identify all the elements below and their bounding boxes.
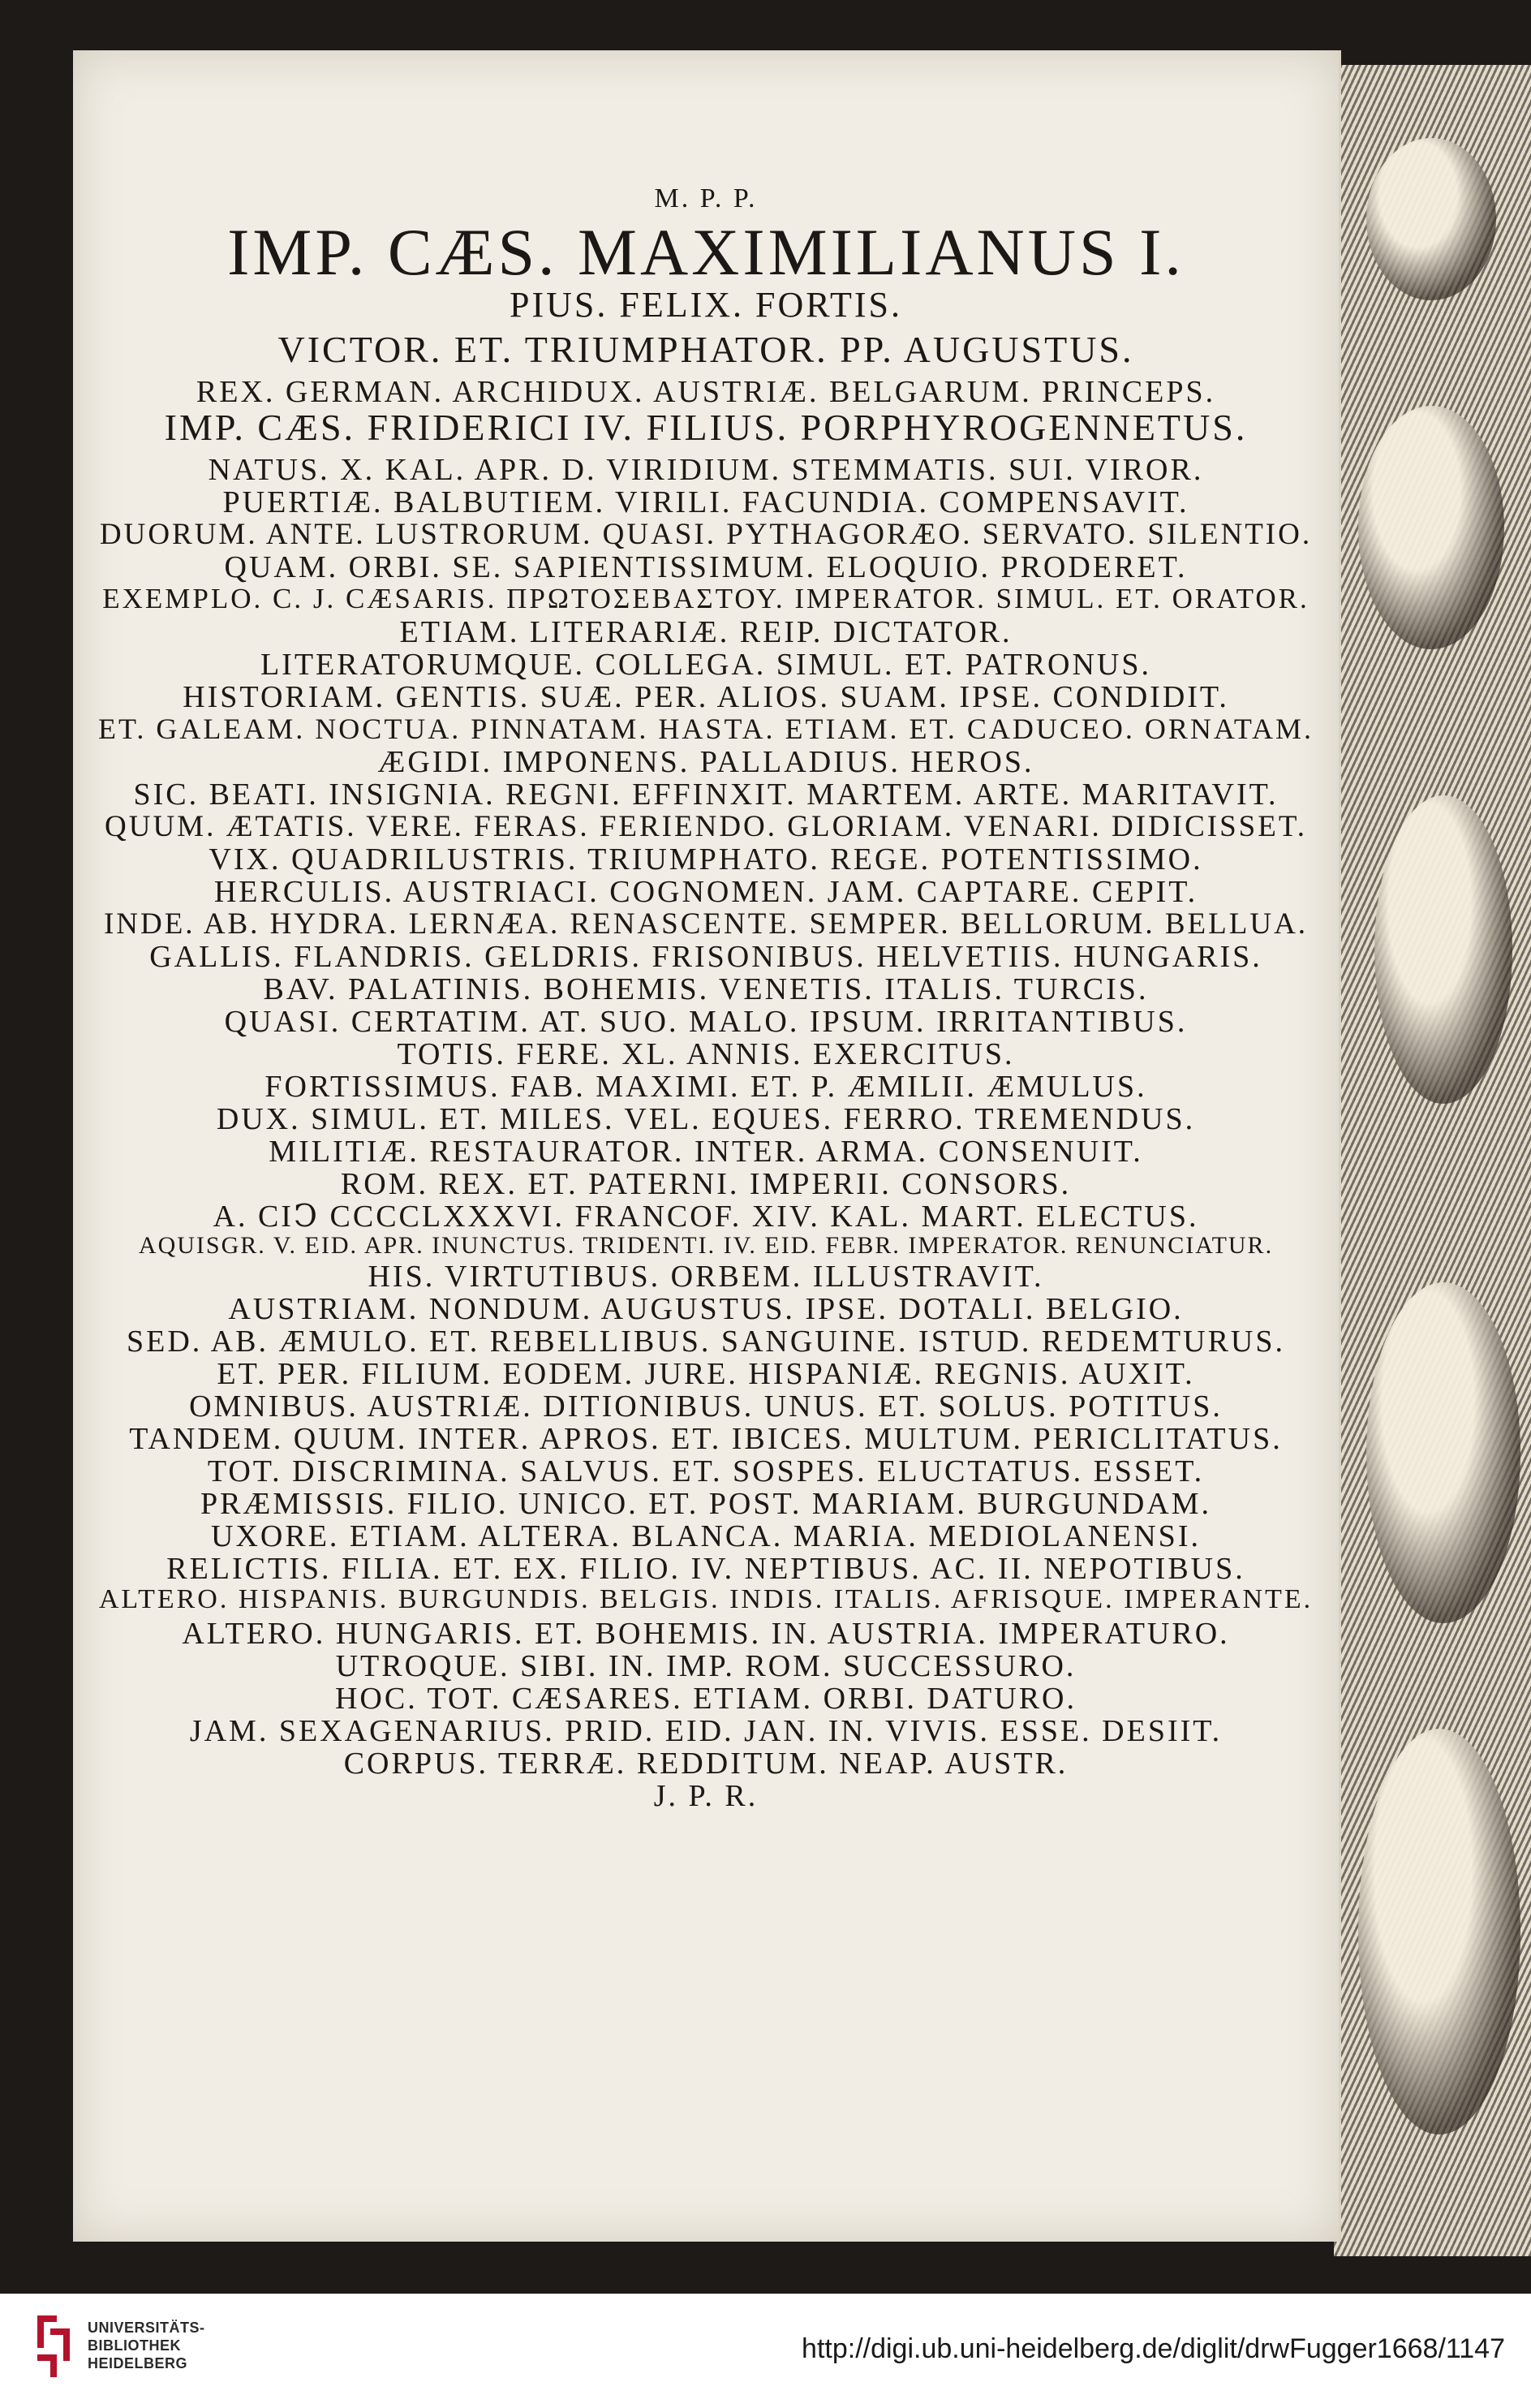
engraved-figure — [1374, 795, 1512, 1104]
page-title: IMP. CÆS. MAXIMILIANUS I. — [227, 215, 1185, 289]
text-line: TOT. DISCRIMINA. SALVUS. ET. SOSPES. ELUCTATUS. ESSET. — [207, 1454, 1205, 1488]
text-line: HISTORIAM. GENTIS. SUÆ. PER. ALIOS. SUAM. IPSE. CONDIDIT. — [183, 680, 1229, 714]
text-line: LITERATORUMQUE. COLLEGA. SIMUL. ET. PATRONUS. — [260, 648, 1152, 682]
library-name — [88, 2319, 205, 2372]
viewer-footer — [0, 2294, 1531, 2408]
text-line: DUX. SIMUL. ET. MILES. VEL. EQUES. FERRO. TREMENDUS. — [216, 1102, 1196, 1136]
text-line: RELICTIS. FILIA. ET. EX. FILIO. IV. NEPTIBUS. AC. II. NEPOTIBUS. — [166, 1552, 1245, 1586]
text-line: NATUS. X. KAL. APR. D. VIRIDIUM. STEMMATIS. SUI. VIROR. — [208, 453, 1204, 487]
inscription-text — [97, 185, 1314, 1813]
text-line: QUAM. ORBI. SE. SAPIENTISSIMUM. ELOQUIO. PRODERET. — [224, 550, 1188, 584]
text-line: ET. PER. FILIUM. EODEM. JURE. HISPANIÆ. REGNIS. AUXIT. — [217, 1357, 1195, 1391]
library-name-line: UNIVERSITÄTS- — [88, 2320, 205, 2336]
engraved-figure — [1358, 406, 1504, 649]
text-line: INDE. AB. HYDRA. LERNÆA. RENASCENTE. SEMPER. BELLORUM. BELLUA. — [103, 907, 1309, 941]
text-line: HIS. VIRTUTIBUS. ORBEM. ILLUSTRAVIT. — [368, 1260, 1044, 1294]
text-line: ÆGIDI. IMPONENS. PALLADIUS. HEROS. — [377, 745, 1034, 779]
engraved-plate-edge — [1331, 65, 1531, 2256]
text-line: JAM. SEXAGENARIUS. PRID. EID. JAN. IN. VIVIS. ESSE. DESIIT. — [189, 1714, 1223, 1748]
text-line: VIX. QUADRILUSTRIS. TRIUMPHATO. REGE. POTENTISSIMO. — [209, 842, 1203, 877]
text-line: A. CIↃ CCCCLXXXVI. FRANCOF. XIV. KAL. MART. ELECTUS. — [213, 1200, 1199, 1234]
library-name-line: BIBLIOTHEK — [88, 2337, 181, 2354]
text-line: ALTERO. HISPANIS. BURGUNDIS. BELGIS. INDIS. ITALIS. AFRISQUE. IMPERANTE. — [98, 1584, 1314, 1614]
text-line: DUORUM. ANTE. LUSTRORUM. QUASI. PYTHAGORÆO. SERVATO. SILENTIO. — [99, 518, 1313, 551]
text-line: ALTERO. HUNGARIS. ET. BOHEMIS. IN. AUSTRIA. IMPERATURO. — [182, 1617, 1230, 1651]
library-logo-icon — [32, 2312, 75, 2380]
text-line: BAV. PALATINIS. BOHEMIS. VENETIS. ITALIS. TURCIS. — [263, 972, 1149, 1006]
text-line: UXORE. ETIAM. ALTERA. BLANCA. MARIA. MEDIOLANENSI. — [211, 1519, 1201, 1553]
text-line: ET. GALEAM. NOCTUA. PINNATAM. HASTA. ETIAM. ET. CADUCEO. ORNATAM. — [98, 713, 1314, 745]
text-line: M. P. P. — [654, 183, 758, 213]
library-name-line: HEIDELBERG — [88, 2355, 188, 2371]
text-line: EXEMPLO. C. J. CÆSARIS. ΠΡΩΤΟΣΕΒΑΣΤΟΥ. IMPERATOR. SIMUL. ET. ORATOR. — [102, 583, 1310, 614]
text-line: ROM. REX. ET. PATERNI. IMPERII. CONSORS. — [340, 1167, 1072, 1201]
text-line: QUUM. ÆTATIS. VERE. FERAS. FERIENDO. GLORIAM. VENARI. DIDICISSET. — [105, 810, 1307, 843]
text-line: AQUISGR. V. EID. APR. INUNCTUS. TRIDENTI. IV. EID. FEBR. IMPERATOR. RENUNCIATUR. — [138, 1232, 1274, 1259]
text-line: HERCULIS. AUSTRIACI. COGNOMEN. JAM. CAPTARE. CEPIT. — [213, 875, 1198, 909]
text-line: AUSTRIAM. NONDUM. AUGUSTUS. IPSE. DOTALI. BELGIO. — [228, 1292, 1184, 1326]
text-line: TANDEM. QUUM. INTER. APROS. ET. IBICES. MULTUM. PERICLITATUS. — [129, 1422, 1283, 1456]
text-line: PUERTIÆ. BALBUTIEM. VIRILI. FACUNDIA. COMPENSAVIT. — [222, 485, 1189, 519]
engraved-figure — [1366, 138, 1496, 300]
text-line: SIC. BEATI. INSIGNIA. REGNI. EFFINXIT. MARTEM. ARTE. MARITAVIT. — [133, 778, 1279, 812]
text-line: SED. AB. ÆMULO. ET. REBELLIBUS. SANGUINE. ISTUD. REDEMTURUS. — [126, 1325, 1286, 1359]
text-line: MILITIÆ. RESTAURATOR. INTER. ARMA. CONSENUIT. — [269, 1135, 1143, 1169]
text-line: QUASI. CERTATIM. AT. SUO. MALO. IPSUM. IRRITANTIBUS. — [224, 1005, 1188, 1039]
text-line: PIUS. FELIX. FORTIS. — [510, 285, 902, 325]
permalink-url[interactable]: http://digi.ub.uni-heidelberg.de/diglit/drwFugger1668/1147 — [802, 2333, 1505, 2364]
text-line: TOTIS. FERE. XL. ANNIS. EXERCITUS. — [397, 1037, 1015, 1071]
text-line: HOC. TOT. CÆSARES. ETIAM. ORBI. DATURO. — [334, 1682, 1077, 1716]
text-line: IMP. CÆS. FRIDERICI IV. FILIUS. PORPHYROGENNETUS. — [164, 407, 1248, 448]
text-line: UTROQUE. SIBI. IN. IMP. ROM. SUCCESSURO. — [335, 1649, 1077, 1683]
text-line: OMNIBUS. AUSTRIÆ. DITIONIBUS. UNUS. ET. SOLUS. POTITUS. — [189, 1389, 1223, 1424]
text-line: J. P. R. — [653, 1779, 759, 1813]
text-line: REX. GERMAN. ARCHIDUX. AUSTRIÆ. BELGARUM. PRINCEPS. — [196, 375, 1216, 409]
engraved-figure — [1366, 1282, 1520, 1623]
text-line: GALLIS. FLANDRIS. GELDRIS. FRISONIBUS. HELVETIIS. HUNGARIS. — [149, 940, 1262, 974]
text-line: PRÆMISSIS. FILIO. UNICO. ET. POST. MARIAM. BURGUNDAM. — [200, 1487, 1211, 1521]
text-line: ETIAM. LITERARIÆ. REIP. DICTATOR. — [399, 615, 1013, 649]
engraved-figure — [1358, 1729, 1520, 2134]
text-line: VICTOR. ET. TRIUMPHATOR. PP. AUGUSTUS. — [277, 329, 1134, 370]
text-line: CORPUS. TERRÆ. REDDITUM. NEAP. AUSTR. — [343, 1747, 1069, 1781]
text-line: FORTISSIMUS. FAB. MAXIMI. ET. P. ÆMILII. ÆMULUS. — [264, 1070, 1147, 1104]
